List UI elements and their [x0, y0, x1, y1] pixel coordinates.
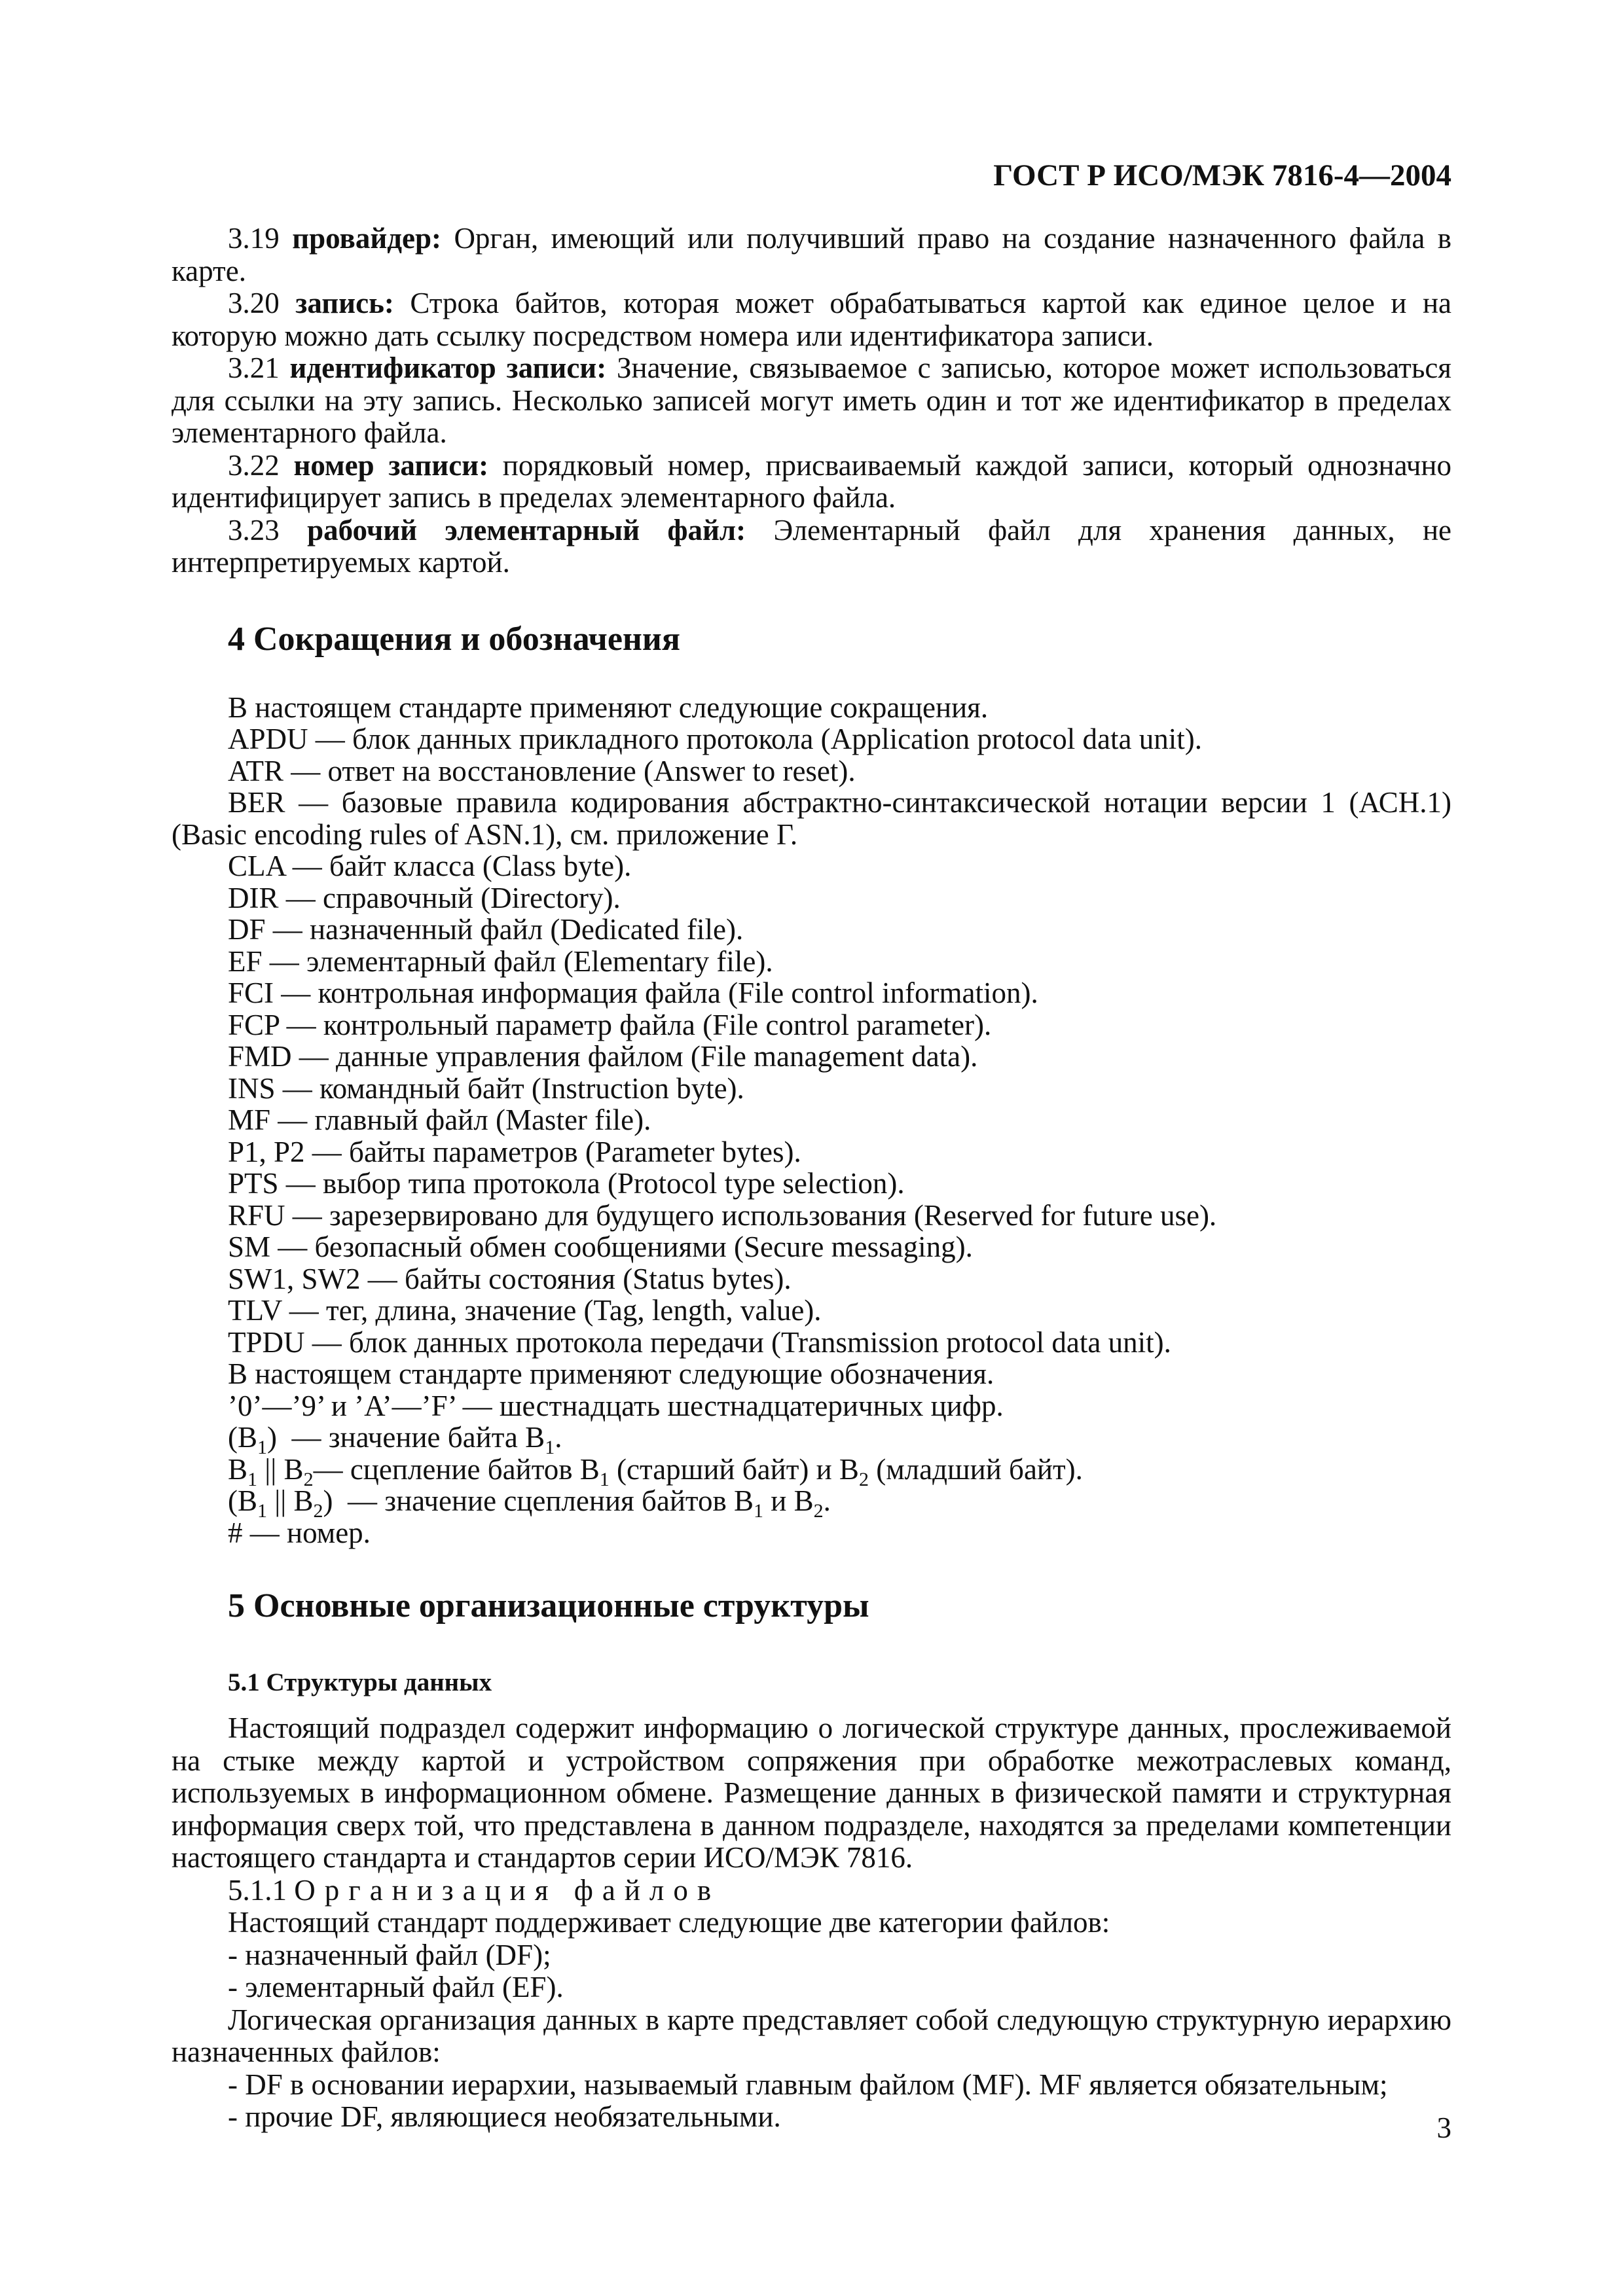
- abbreviation-item: TPDU — блок данных протокола передачи (Transmission protocol data unit).: [228, 1325, 1171, 1359]
- hierarchy-item: - DF в основании иерархии, называемый главным файлом (MF). MF является обязательным;: [228, 2068, 1388, 2101]
- designation-text: (старший байт) и B: [609, 1452, 859, 1486]
- abbreviation-item: EF — элементарный файл (Elementary file).: [228, 944, 773, 978]
- abbreviation-item: RFU — зарезервировано для будущего использования (Reserved for future use).: [228, 1198, 1217, 1232]
- hierarchy-item: - прочие DF, являющиеся необязательными.: [228, 2100, 781, 2133]
- designation-text: — значение сцепления байтов B: [348, 1484, 754, 1517]
- abbreviation-item: DIR — справочный (Directory).: [228, 881, 621, 914]
- term-3-22: [172, 450, 1451, 514]
- designation-concat: [172, 1452, 1451, 1490]
- abbreviation-item: BER — базовые правила кодирования абстрактно-синтаксической нотации версии 1 (АСН.1) (Basic encoding rules of ASN.1), см. приложение Г.: [172, 786, 1451, 851]
- subscript: 2: [858, 1468, 869, 1490]
- term-name: номер записи:: [293, 448, 489, 482]
- section-5-para-3: Логическая организация данных в карте представляет собой следующую структурную иерархию назначенных файлов:: [172, 2003, 1451, 2068]
- item-5-1-1-heading: [172, 1874, 1451, 1907]
- term-3-19: [172, 223, 1451, 287]
- term-number: 3.19: [228, 222, 280, 255]
- section-5-para-1: Настоящий подраздел содержит информацию о логической структуре данных, прослеживаемой на стыке между картой и устройством сопряжения при обработке межотраслевых команд, используемых в информационном обмене. Размещение данных в физической памяти и структурная информация сверх той, что представлена в данном подразделе, находятся за пределами компетенции настоящего стандарта и стандартов серии ИСО/МЭК 7816.: [172, 1712, 1451, 1874]
- subscript: 1: [545, 1437, 555, 1458]
- item-title: Организация файлов: [294, 1873, 721, 1907]
- abbreviation-item: SW1, SW2 — байты состояния (Status bytes).: [228, 1262, 792, 1295]
- subscript: 2: [313, 1500, 323, 1522]
- term-number: 3.23: [228, 513, 280, 547]
- subscript: 2: [303, 1468, 314, 1490]
- byte-symbol: (B: [228, 1484, 257, 1517]
- abbreviation-item: APDU — блок данных прикладного протокола (Application protocol data unit).: [228, 723, 1202, 755]
- byte-symbol: (B: [228, 1421, 257, 1454]
- abbreviation-item: ATR — ответ на восстановление (Answer to reset).: [228, 754, 856, 787]
- paren: ): [267, 1421, 277, 1454]
- term-name: рабочий элементарный файл:: [307, 513, 746, 547]
- term-3-20: [172, 287, 1451, 352]
- term-number: 3.20: [228, 287, 280, 319]
- term-definition: Значение, связываемое с записью, которое может использоваться для ссылки на эту запись. Несколько записей могут иметь один и тот же идентификатор в пределах элементарного файла.: [172, 351, 1452, 449]
- abbreviation-item: PTS — выбор типа протокола (Protocol type selection).: [228, 1167, 905, 1200]
- designation-hex-digits: ’0’—’9’ и ’A’—’F’ — шестнадцать шестнадцатеричных цифр.: [228, 1389, 1004, 1422]
- page-number: 3: [1436, 2111, 1451, 2144]
- term-number: 3.22: [228, 448, 280, 482]
- period: .: [823, 1484, 831, 1517]
- section-5-heading: 5 Основные организационные структуры: [228, 1587, 869, 1624]
- designation-text: — значение байта B: [291, 1421, 545, 1454]
- abbreviations-intro: В настоящем стандарте применяют следующие сокращения.: [228, 691, 989, 724]
- file-category-item: - назначенный файл (DF);: [228, 1938, 551, 1971]
- term-definition: Элементарный файл для хранения данных, не интерпретируемых картой.: [172, 513, 1452, 579]
- document-header: ГОСТ Р ИСО/МЭК 7816-4—2004: [993, 158, 1451, 192]
- term-3-23: [172, 514, 1451, 579]
- abbreviation-item: INS — командный байт (Instruction byte).: [228, 1071, 744, 1105]
- terms-block: [172, 223, 1451, 579]
- designation-text: (младший байт).: [868, 1452, 1083, 1486]
- file-category-item: - элементарный файл (EF).: [228, 1971, 564, 2003]
- abbreviation-item: FCP — контрольный параметр файла (File control parameter).: [228, 1008, 992, 1041]
- abbreviation-item: FMD — данные управления файлом (File management data).: [228, 1040, 978, 1073]
- term-definition: Строка байтов, которая может обрабатываться картой как единое целое и на которую можно дать ссылку посредством номера или идентификатора записи.: [172, 287, 1452, 352]
- paren: ): [323, 1484, 333, 1517]
- subscript: 1: [599, 1468, 610, 1490]
- designation-text: — сцепление байтов B: [313, 1452, 600, 1486]
- term-name: запись:: [295, 287, 394, 319]
- section-4-heading: 4 Сокращения и обозначения: [228, 620, 680, 658]
- abbreviation-item: TLV — тег, длина, значение (Tag, length, value).: [228, 1294, 822, 1327]
- item-number: 5.1.1: [228, 1873, 287, 1907]
- abbreviation-item: P1, P2 — байты параметров (Parameter bytes).: [228, 1135, 801, 1168]
- subscript: 1: [247, 1468, 258, 1490]
- term-name: идентификатор записи:: [289, 351, 607, 384]
- abbreviation-item: MF — главный файл (Master file).: [228, 1103, 651, 1136]
- abbreviation-item: SM — безопасный обмен сообщениями (Secure messaging).: [228, 1230, 973, 1263]
- subscript: 1: [257, 1500, 267, 1522]
- section-5-body: [172, 1712, 1451, 2134]
- abbreviation-item: FCI — контрольная информация файла (File control information).: [228, 977, 1038, 1009]
- term-definition: порядковый номер, присваиваемый каждой записи, который однозначно идентифицирует запись в пределах элементарного файла.: [172, 448, 1451, 514]
- abbreviations-list: [172, 692, 1451, 1549]
- subscript: 2: [813, 1500, 824, 1522]
- subsection-5-1-heading: 5.1 Структуры данных: [228, 1668, 492, 1696]
- period: .: [555, 1421, 562, 1454]
- subscript: 1: [754, 1500, 764, 1522]
- term-name: провайдер:: [292, 222, 441, 255]
- concat-operator: || B: [267, 1484, 314, 1517]
- designations-intro: В настоящем стандарте применяют следующие обозначения.: [228, 1357, 994, 1390]
- subscript: 1: [257, 1437, 267, 1458]
- term-definition: Орган, имеющий или получивший право на создание назначенного файла в карте.: [172, 222, 1451, 287]
- term-number: 3.21: [228, 351, 280, 384]
- byte-symbol: B: [228, 1452, 248, 1486]
- designation-number: # — номер.: [228, 1516, 371, 1549]
- designation-byte-value: [172, 1421, 1451, 1458]
- section-5-para-2: Настоящий стандарт поддерживает следующие две категории файлов:: [228, 1906, 1110, 1939]
- designation-concat-value: [172, 1484, 1451, 1522]
- concat-operator: || B: [257, 1452, 304, 1486]
- term-3-21: [172, 352, 1451, 450]
- designation-text: и B: [763, 1484, 814, 1517]
- abbreviation-item: CLA — байт класса (Class byte).: [228, 850, 632, 882]
- abbreviation-item: DF — назначенный файл (Dedicated file).: [228, 913, 744, 946]
